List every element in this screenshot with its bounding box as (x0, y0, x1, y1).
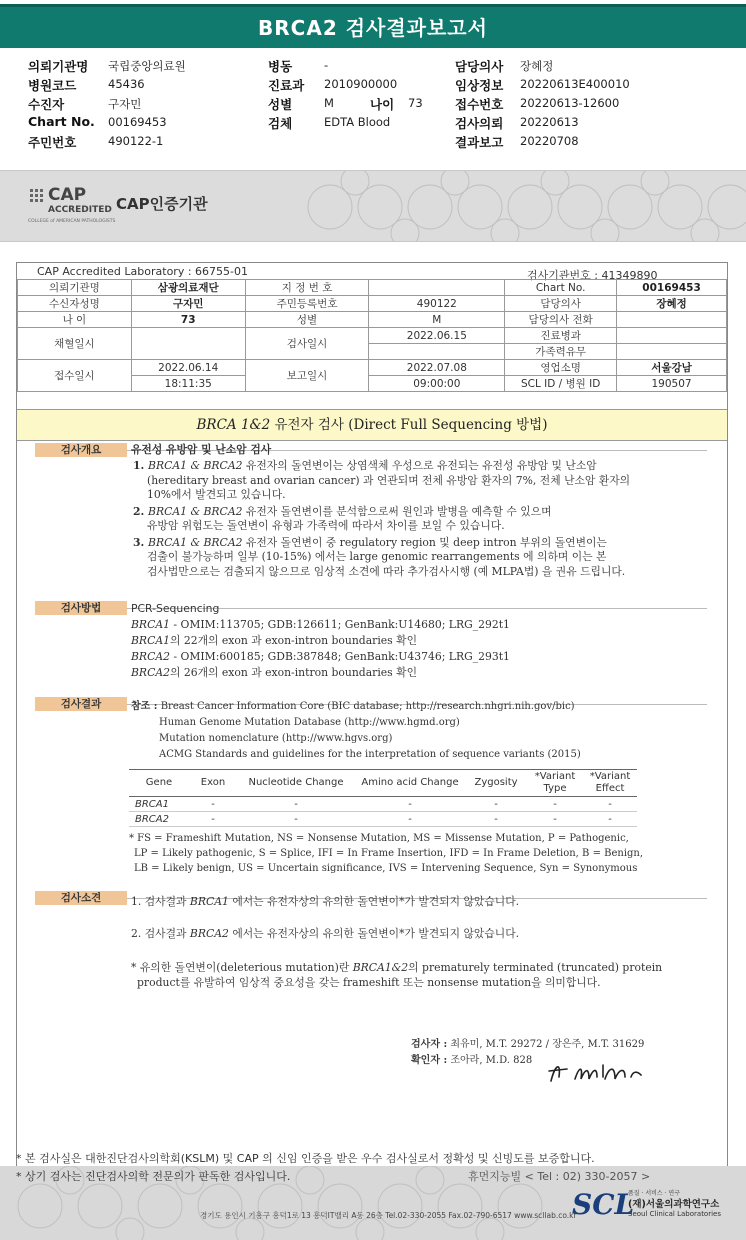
text: - OMIM:600185; GDB:387848; GenBank:U43746; LRG_293t1 (170, 650, 510, 663)
gene: BRCA1 (131, 634, 170, 647)
clinical-label: 임상정보 (455, 78, 504, 93)
cap-banner (0, 170, 746, 242)
cell: SCL ID / 병원 ID (505, 376, 617, 392)
cap-certified-label: CAP인증기관 (116, 195, 208, 213)
table-row (18, 296, 727, 312)
gene: BRCA2 (131, 666, 170, 679)
gene: BRCA1 & BRCA2 (148, 459, 243, 472)
cap-college-text: COLLEGE of AMERICAN PATHOLOGISTS (28, 219, 116, 224)
cell: - (189, 797, 237, 812)
section-title-gene: BRCA 1&2 (196, 417, 271, 433)
col-header: Nucleotide Change (237, 770, 355, 797)
cell: 나 이 (18, 312, 132, 328)
gene: BRCA2 (189, 927, 229, 940)
gene: BRCA1 & BRCA2 (148, 535, 243, 549)
institution-value: 국립중앙의료원 (108, 59, 186, 73)
num: 2. (133, 504, 149, 518)
text: 에서는 유전자상의 유의한 돌연변이*가 발견되지 않았습니다. (228, 927, 520, 940)
table-row (18, 312, 727, 328)
ward-label: 병동 (268, 59, 293, 74)
num: 3. (133, 535, 149, 549)
specialist-note: * 상기 검사는 진단검사의학 전문의가 판독한 검사입니다. (16, 1170, 291, 1183)
cell: - (237, 812, 355, 827)
cell: 73 (131, 312, 245, 328)
cell: - (527, 797, 583, 812)
col-header: Zygosity (465, 770, 527, 797)
certification-note: * 본 검사실은 대한진단검사의학회(KSLM) 및 CAP 의 신임 인증을 받은 우수 검사실로서 정확성 및 신빙도를 보증합니다. (16, 1152, 595, 1165)
report-date: 20220708 (520, 134, 579, 148)
cell: - (583, 812, 637, 827)
age-value: 73 (408, 96, 423, 110)
examiner-names: 최유미, M.T. 29272 / 장은주, M.T. 31629 (450, 1039, 645, 1050)
col-header: *Variant Type (527, 770, 583, 797)
cell: 2022.06.14 (131, 360, 245, 376)
cell: 주민등록번호 (245, 296, 369, 312)
footer (0, 1166, 746, 1240)
ref-label: 참조 : (131, 701, 158, 712)
table-row (18, 280, 727, 296)
hospital-code-value: 45436 (108, 77, 145, 91)
cell: 수신자성명 (18, 296, 132, 312)
text: 1. 검사결과 (131, 895, 190, 908)
specimen-value: EDTA Blood (324, 115, 391, 129)
text: 검사법만으로는 검출되지 않으므로 임상적 소견에 따라 추가검사시행 (예 MLPA법) 을 권유 드립니다. (147, 564, 626, 578)
cell: 지 정 번 호 (245, 280, 369, 296)
hospital-code-label: 병원코드 (28, 78, 77, 93)
report-document (16, 262, 728, 1167)
cell: BRCA2 (129, 812, 189, 827)
text: 유전자 돌연변이 중 regulatory region 및 deep intron 부위의 돌연변이는 (242, 535, 607, 549)
cell (617, 328, 727, 344)
result-tag: 검사결과 (35, 697, 127, 711)
cap-lab-number: CAP Accredited Laboratory : 66755-01 (37, 265, 248, 278)
recipient-value: 구자민 (108, 97, 142, 111)
gene: BRCA1&2 (352, 961, 409, 974)
request-label: 검사의뢰 (455, 116, 504, 131)
receipt-no-value: 20220613-12600 (520, 96, 620, 110)
table-header-row (129, 770, 637, 797)
resident-no-value: 490122-1 (108, 134, 164, 148)
table-row (18, 328, 727, 344)
department-label: 진료과 (268, 78, 305, 93)
gene: BRCA1 (189, 895, 229, 908)
cell: 담당의사 (505, 296, 617, 312)
recipient-label: 수진자 (28, 97, 65, 112)
text: (hereditary breast and ovarian cancer) 과 연관되며 전체 유방암 환자의 7%, 전체 난소암 환자의 (147, 473, 631, 487)
text: PCR-Sequencing (131, 602, 220, 615)
cell (369, 280, 505, 296)
confirmer-label: 확인자 : (411, 1055, 448, 1066)
gene: BRCA1 (131, 618, 170, 631)
text: - OMIM:113705; GDB:126611; GenBank:U14680; LRG_292t1 (170, 618, 510, 631)
text: * FS = Frameshift Mutation, NS = Nonsense Mutation, MS = Missense Mutation, P = Pathogenic, (129, 833, 629, 844)
age-label: 나이 (370, 97, 395, 112)
cell: 서울강남 (617, 360, 727, 376)
cell (131, 328, 245, 360)
cell (617, 344, 727, 360)
scl-logo (572, 1188, 742, 1228)
cell: 삼광의료재단 (131, 280, 245, 296)
method-tag: 검사방법 (35, 601, 127, 615)
resident-no-label: 주민번호 (28, 135, 77, 150)
institution-label: 의뢰기관명 (28, 59, 89, 74)
department-value: 2010900000 (324, 77, 398, 91)
cap-logo-text: CAP (48, 185, 87, 205)
overview-heading (131, 443, 271, 458)
report-header (0, 53, 746, 153)
text: 의 22개의 exon 과 exon-intron boundaries 확인 (170, 634, 417, 647)
overview-item-2 (133, 505, 723, 520)
cell: 2022.06.15 (369, 328, 505, 344)
col-header: *Variant Effect (583, 770, 637, 797)
cap-logo (28, 185, 118, 229)
cell: 190507 (617, 376, 727, 392)
cell: 의뢰기관명 (18, 280, 132, 296)
abbreviation-note (129, 831, 643, 876)
finding-1 (131, 895, 519, 910)
text: LB = Likely benign, US = Uncertain significance, IVS = Intervening Sequence, Syn = Synonymous (134, 863, 638, 874)
cell: 장혜정 (617, 296, 727, 312)
cell: 채혈일시 (18, 328, 132, 360)
scl-logo-text: SCL (572, 1188, 635, 1221)
cell: 00169453 (617, 280, 727, 296)
method-body (131, 601, 510, 681)
chart-no-value: 00169453 (108, 115, 167, 129)
text: 유전자의 돌연변이는 상염색체 우성으로 유전되는 유전성 유방암 및 난소암 (242, 459, 597, 472)
scl-english-name: Seoul Clinical Laboratories (628, 1210, 721, 1218)
clinical-value: 20220613E400010 (520, 77, 630, 91)
cell (617, 312, 727, 328)
overview-body (133, 459, 723, 579)
cell: 2022.07.08 (369, 360, 505, 376)
examiner-label: 검사자 : (411, 1039, 448, 1050)
text: LP = Likely pathogenic, S = Splice, IFI = In Frame Insertion, IFD = In Frame Deletion, B = Benign, (134, 848, 644, 859)
text: 2. 검사결과 (131, 927, 190, 940)
col-header: Exon (189, 770, 237, 797)
cell: - (527, 812, 583, 827)
text: * 유의한 돌연변이(deleterious mutation)란 (131, 961, 353, 974)
finding-note (131, 961, 721, 990)
overview-tag: 검사개요 (35, 443, 127, 457)
cell: - (465, 812, 527, 827)
overview-heading-text: 유전성 유방암 및 난소암 검사 (131, 443, 272, 456)
overview-item-3 (133, 536, 723, 551)
cell: - (355, 797, 465, 812)
request-date: 20220613 (520, 115, 579, 129)
decorative-pattern (300, 171, 746, 242)
cap-accredited-text: ACCREDITED (48, 205, 112, 215)
doctor-value: 장혜정 (520, 59, 554, 73)
cell: 09:00:00 (369, 376, 505, 392)
cell: Chart No. (505, 280, 617, 296)
text: 유전자 돌연변이를 분석함으로써 원인과 발병을 예측할 수 있으며 (242, 504, 552, 518)
cell: 성별 (245, 312, 369, 328)
cell: 영업소명 (505, 360, 617, 376)
chart-no-label: Chart No. (28, 114, 95, 129)
receipt-no-label: 접수번호 (455, 97, 504, 112)
text: 10%에서 발견되고 있습니다. (147, 488, 286, 501)
text: Breast Cancer Information Core (BIC database; http://research.nhgri.nih.gov/bic) (160, 701, 575, 712)
cell: 18:11:35 (131, 376, 245, 392)
report-label: 결과보고 (455, 135, 504, 150)
address: 경기도 용인시 기흥구 흥덕1로 13 흥덕IT밸리 A동 26층 Tel.02-330-2055 Fax.02-790-6517 www.scllab.co.kr (200, 1211, 577, 1220)
cell: 접수일시 (18, 360, 132, 392)
cell: - (189, 812, 237, 827)
result-table (129, 769, 637, 827)
cell: - (355, 812, 465, 827)
sex-value: M (324, 96, 334, 110)
table-row (18, 360, 727, 376)
specimen-label: 검체 (268, 116, 293, 131)
text: 유방암 위험도는 돌연변이 유형과 가족력에 따라서 차이를 보일 수 있습니다. (147, 519, 505, 532)
table-row (129, 812, 637, 827)
patient-info-table (17, 279, 727, 392)
reference-list (131, 699, 581, 763)
cell: 가족력유무 (505, 344, 617, 360)
text: 검출이 불가능하며 일부 (10-15%) 에서는 large genomic rearrangements 에 의하며 이는 본 (147, 550, 607, 563)
overview-item-1 (133, 459, 723, 474)
telephone: 휴먼지능빌 < Tel : 02) 330-2057 > (468, 1170, 651, 1183)
section-title-text: 유전자 검사 (Direct Full Sequencing 방법) (270, 417, 548, 433)
cell: - (465, 797, 527, 812)
sex-label: 성별 (268, 97, 293, 112)
scl-tagline: 품질 · 서비스 · 연구 (628, 1190, 681, 1197)
cell: 담당의사 전화 (505, 312, 617, 328)
text: Mutation nomenclature (http://www.hgvs.org) (159, 733, 393, 744)
cell: - (583, 797, 637, 812)
report-title: BRCA2 검사결과보고서 (258, 16, 488, 40)
cell: BRCA1 (129, 797, 189, 812)
lab-number: 검사기관번호 : 41349890 (527, 269, 658, 282)
signature-icon (545, 1055, 655, 1089)
cell (369, 344, 505, 360)
gene: BRCA2 (131, 650, 170, 663)
doctor-label: 담당의사 (455, 59, 504, 74)
cap-emblem-icon (28, 187, 46, 215)
cell: 구자민 (131, 296, 245, 312)
text: Human Genome Mutation Database (http://www.hgmd.org) (159, 717, 460, 728)
text: 의 26개의 exon 과 exon-intron boundaries 확인 (170, 666, 417, 679)
section-title (17, 409, 727, 441)
col-header: Gene (129, 770, 189, 797)
cell: 490122 (369, 296, 505, 312)
finding-tag: 검사소견 (35, 891, 127, 905)
gene: BRCA1 & BRCA2 (148, 504, 243, 518)
num: 1. (133, 459, 149, 472)
text: product를 유발하여 임상적 중요성을 갖는 frameshift 또는 nonsense mutation을 의미합니다. (137, 975, 601, 989)
ward-value: - (324, 58, 329, 72)
finding-2 (131, 927, 519, 942)
cell: 검사일시 (245, 328, 369, 360)
confirmer-name: 조아라, M.D. 828 (450, 1055, 533, 1066)
cell: 진료병과 (505, 328, 617, 344)
scl-name: (재)서울의과학연구소 (628, 1199, 720, 1210)
cell: 보고일시 (245, 360, 369, 392)
text: 의 prematurely terminated (truncated) protein (408, 961, 663, 974)
report-title-bar (0, 4, 746, 48)
col-header: Amino acid Change (355, 770, 465, 797)
text: 에서는 유전자상의 유의한 돌연변이*가 발견되지 않았습니다. (228, 895, 520, 908)
text: ACMG Standards and guidelines for the interpretation of sequence variants (2015) (159, 749, 581, 760)
table-row (129, 797, 637, 812)
cell: - (237, 797, 355, 812)
cell: M (369, 312, 505, 328)
